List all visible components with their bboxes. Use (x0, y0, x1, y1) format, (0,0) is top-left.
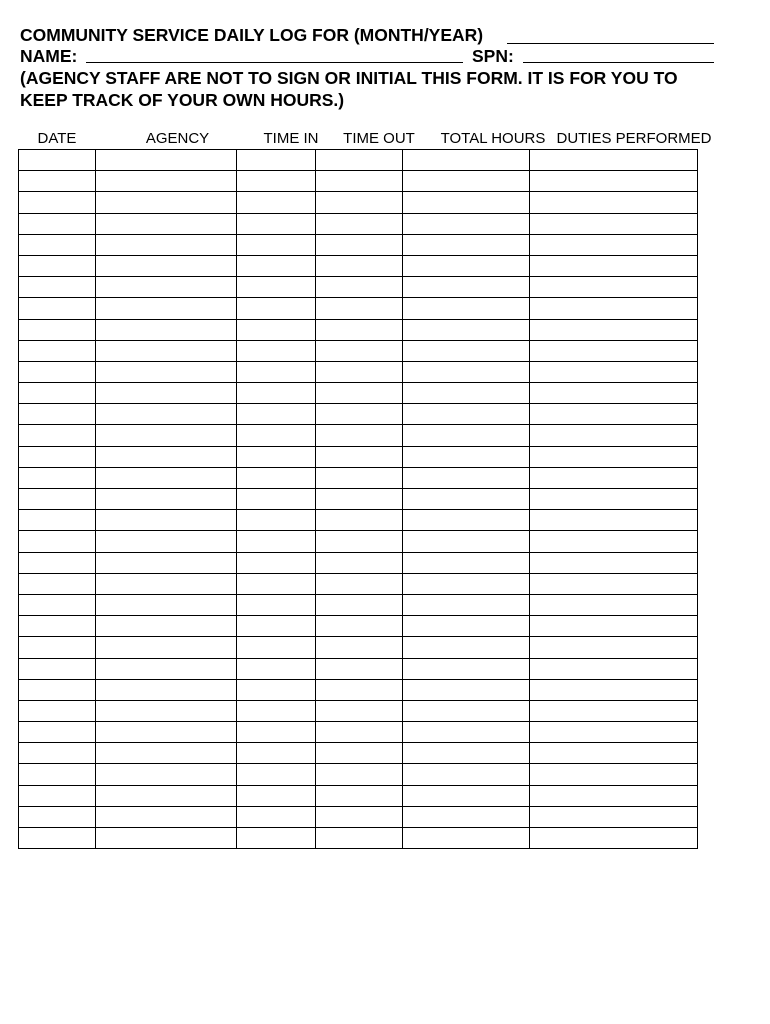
agency-cell[interactable] (96, 531, 237, 552)
table-row (19, 446, 698, 467)
date-cell[interactable] (19, 192, 96, 213)
total-hours-cell[interactable] (403, 679, 530, 700)
total-hours-cell[interactable] (403, 446, 530, 467)
total-hours-cell[interactable] (403, 764, 530, 785)
total-hours-cell[interactable] (403, 806, 530, 827)
agency-cell[interactable] (96, 573, 237, 594)
agency-cell[interactable] (96, 361, 237, 382)
time-in-cell[interactable] (237, 552, 316, 573)
table-row (19, 404, 698, 425)
total-hours-cell[interactable] (403, 573, 530, 594)
date-cell[interactable] (19, 255, 96, 276)
time-out-cell[interactable] (316, 255, 403, 276)
total-hours-cell[interactable] (403, 340, 530, 361)
duties-performed-cell[interactable] (530, 616, 698, 637)
total-hours-cell[interactable] (403, 700, 530, 721)
time-in-cell[interactable] (237, 298, 316, 319)
total-hours-cell[interactable] (403, 552, 530, 573)
table-row (19, 298, 698, 319)
time-in-cell[interactable] (237, 192, 316, 213)
time-out-cell[interactable] (316, 340, 403, 361)
time-in-cell[interactable] (237, 785, 316, 806)
duties-performed-cell[interactable] (530, 234, 698, 255)
time-out-cell[interactable] (316, 637, 403, 658)
agency-cell[interactable] (96, 764, 237, 785)
date-cell[interactable] (19, 510, 96, 531)
total-hours-cell[interactable] (403, 404, 530, 425)
table-row (19, 383, 698, 404)
total-hours-cell[interactable] (403, 743, 530, 764)
name-field[interactable] (86, 62, 463, 63)
duties-performed-cell[interactable] (530, 298, 698, 319)
agency-cell[interactable] (96, 637, 237, 658)
total-hours-cell[interactable] (403, 531, 530, 552)
date-cell[interactable] (19, 743, 96, 764)
time-in-cell[interactable] (237, 383, 316, 404)
date-cell[interactable] (19, 700, 96, 721)
agency-cell[interactable] (96, 255, 237, 276)
agency-cell[interactable] (96, 806, 237, 827)
table-row (19, 171, 698, 192)
column-header-total-hours: TOTAL HOURS (440, 130, 546, 147)
time-out-cell[interactable] (316, 552, 403, 573)
time-in-cell[interactable] (237, 531, 316, 552)
time-in-cell[interactable] (237, 722, 316, 743)
time-out-cell[interactable] (316, 383, 403, 404)
time-in-cell[interactable] (237, 743, 316, 764)
time-out-cell[interactable] (316, 743, 403, 764)
duties-performed-cell[interactable] (530, 531, 698, 552)
agency-cell[interactable] (96, 722, 237, 743)
time-out-cell[interactable] (316, 192, 403, 213)
duties-performed-cell[interactable] (530, 340, 698, 361)
table-row (19, 277, 698, 298)
date-cell[interactable] (19, 594, 96, 615)
duties-performed-cell[interactable] (530, 171, 698, 192)
table-row (19, 806, 698, 827)
duties-performed-cell[interactable] (530, 446, 698, 467)
duties-performed-cell[interactable] (530, 764, 698, 785)
table-row (19, 340, 698, 361)
agency-cell[interactable] (96, 446, 237, 467)
time-in-cell[interactable] (237, 467, 316, 488)
date-cell[interactable] (19, 383, 96, 404)
agency-cell[interactable] (96, 213, 237, 234)
table-row (19, 150, 698, 171)
column-header-agency: AGENCY (145, 130, 210, 147)
table-row (19, 679, 698, 700)
time-out-cell[interactable] (316, 171, 403, 192)
agency-cell[interactable] (96, 404, 237, 425)
total-hours-cell[interactable] (403, 785, 530, 806)
time-out-cell[interactable] (316, 531, 403, 552)
agency-cell[interactable] (96, 150, 237, 171)
table-row (19, 658, 698, 679)
agency-cell[interactable] (96, 192, 237, 213)
agency-cell[interactable] (96, 828, 237, 849)
table-row (19, 785, 698, 806)
time-out-cell[interactable] (316, 467, 403, 488)
table-row (19, 722, 698, 743)
duties-performed-cell[interactable] (530, 510, 698, 531)
time-out-cell[interactable] (316, 785, 403, 806)
notice-text-line1: (AGENCY STAFF ARE NOT TO SIGN OR INITIAL THIS FORM. IT IS FOR YOU TO (20, 68, 678, 88)
duties-performed-cell[interactable] (530, 192, 698, 213)
time-out-cell[interactable] (316, 573, 403, 594)
table-row (19, 255, 698, 276)
duties-performed-cell[interactable] (530, 637, 698, 658)
column-header-date: DATE (37, 130, 77, 147)
date-cell[interactable] (19, 319, 96, 340)
time-out-cell[interactable] (316, 658, 403, 679)
time-in-cell[interactable] (237, 594, 316, 615)
date-cell[interactable] (19, 171, 96, 192)
total-hours-cell[interactable] (403, 510, 530, 531)
time-out-cell[interactable] (316, 489, 403, 510)
time-in-cell[interactable] (237, 573, 316, 594)
agency-cell[interactable] (96, 171, 237, 192)
duties-performed-cell[interactable] (530, 213, 698, 234)
time-in-cell[interactable] (237, 658, 316, 679)
table-row (19, 573, 698, 594)
date-cell[interactable] (19, 573, 96, 594)
time-out-cell[interactable] (316, 616, 403, 637)
date-cell[interactable] (19, 722, 96, 743)
date-cell[interactable] (19, 277, 96, 298)
table-row (19, 743, 698, 764)
time-out-cell[interactable] (316, 319, 403, 340)
duties-performed-cell[interactable] (530, 255, 698, 276)
time-in-cell[interactable] (237, 361, 316, 382)
total-hours-cell[interactable] (403, 213, 530, 234)
time-out-cell[interactable] (316, 150, 403, 171)
total-hours-cell[interactable] (403, 489, 530, 510)
table-row (19, 764, 698, 785)
total-hours-cell[interactable] (403, 616, 530, 637)
date-cell[interactable] (19, 425, 96, 446)
table-row (19, 213, 698, 234)
duties-performed-cell[interactable] (530, 425, 698, 446)
date-cell[interactable] (19, 637, 96, 658)
form-title: COMMUNITY SERVICE DAILY LOG FOR (MONTH/YEAR) (20, 25, 484, 45)
agency-cell[interactable] (96, 510, 237, 531)
date-cell[interactable] (19, 234, 96, 255)
duties-performed-cell[interactable] (530, 679, 698, 700)
duties-performed-cell[interactable] (530, 658, 698, 679)
total-hours-cell[interactable] (403, 637, 530, 658)
time-in-cell[interactable] (237, 319, 316, 340)
duties-performed-cell[interactable] (530, 361, 698, 382)
total-hours-cell[interactable] (403, 594, 530, 615)
time-in-cell[interactable] (237, 700, 316, 721)
time-in-cell[interactable] (237, 425, 316, 446)
table-row (19, 552, 698, 573)
time-in-cell[interactable] (237, 806, 316, 827)
total-hours-cell[interactable] (403, 255, 530, 276)
time-in-cell[interactable] (237, 446, 316, 467)
table-row (19, 510, 698, 531)
time-out-cell[interactable] (316, 404, 403, 425)
time-out-cell[interactable] (316, 700, 403, 721)
agency-cell[interactable] (96, 552, 237, 573)
agency-cell[interactable] (96, 467, 237, 488)
time-out-cell[interactable] (316, 298, 403, 319)
date-cell[interactable] (19, 785, 96, 806)
table-row (19, 319, 698, 340)
agency-cell[interactable] (96, 340, 237, 361)
agency-cell[interactable] (96, 700, 237, 721)
date-cell[interactable] (19, 828, 96, 849)
table-row (19, 531, 698, 552)
total-hours-cell[interactable] (403, 319, 530, 340)
total-hours-cell[interactable] (403, 298, 530, 319)
total-hours-cell[interactable] (403, 150, 530, 171)
column-header-duties-performed: DUTIES PERFORMED (556, 130, 712, 147)
log-table (18, 149, 698, 849)
agency-cell[interactable] (96, 383, 237, 404)
date-cell[interactable] (19, 446, 96, 467)
time-in-cell[interactable] (237, 828, 316, 849)
duties-performed-cell[interactable] (530, 700, 698, 721)
time-out-cell[interactable] (316, 234, 403, 255)
table-row (19, 594, 698, 615)
agency-cell[interactable] (96, 594, 237, 615)
time-out-cell[interactable] (316, 806, 403, 827)
column-header-time-in: TIME IN (263, 130, 319, 147)
time-out-cell[interactable] (316, 828, 403, 849)
agency-cell[interactable] (96, 425, 237, 446)
time-out-cell[interactable] (316, 594, 403, 615)
table-row (19, 361, 698, 382)
table-row (19, 425, 698, 446)
total-hours-cell[interactable] (403, 658, 530, 679)
date-cell[interactable] (19, 616, 96, 637)
date-cell[interactable] (19, 764, 96, 785)
total-hours-cell[interactable] (403, 467, 530, 488)
agency-cell[interactable] (96, 616, 237, 637)
total-hours-cell[interactable] (403, 383, 530, 404)
time-out-cell[interactable] (316, 679, 403, 700)
agency-cell[interactable] (96, 658, 237, 679)
duties-performed-cell[interactable] (530, 552, 698, 573)
duties-performed-cell[interactable] (530, 319, 698, 340)
time-out-cell[interactable] (316, 213, 403, 234)
agency-cell[interactable] (96, 234, 237, 255)
table-row (19, 467, 698, 488)
time-in-cell[interactable] (237, 679, 316, 700)
time-out-cell[interactable] (316, 425, 403, 446)
duties-performed-cell[interactable] (530, 277, 698, 298)
time-in-cell[interactable] (237, 489, 316, 510)
date-cell[interactable] (19, 467, 96, 488)
agency-cell[interactable] (96, 277, 237, 298)
time-out-cell[interactable] (316, 446, 403, 467)
duties-performed-cell[interactable] (530, 785, 698, 806)
date-cell[interactable] (19, 150, 96, 171)
date-cell[interactable] (19, 679, 96, 700)
time-in-cell[interactable] (237, 150, 316, 171)
duties-performed-cell[interactable] (530, 743, 698, 764)
table-row (19, 616, 698, 637)
duties-performed-cell[interactable] (530, 828, 698, 849)
name-label: NAME: (20, 46, 78, 66)
duties-performed-cell[interactable] (530, 594, 698, 615)
time-out-cell[interactable] (316, 764, 403, 785)
time-out-cell[interactable] (316, 361, 403, 382)
table-row (19, 234, 698, 255)
agency-cell[interactable] (96, 679, 237, 700)
column-header-time-out: TIME OUT (343, 130, 415, 147)
time-in-cell[interactable] (237, 213, 316, 234)
time-in-cell[interactable] (237, 616, 316, 637)
agency-cell[interactable] (96, 785, 237, 806)
duties-performed-cell[interactable] (530, 573, 698, 594)
month-year-field[interactable] (507, 43, 714, 44)
time-in-cell[interactable] (237, 764, 316, 785)
duties-performed-cell[interactable] (530, 404, 698, 425)
date-cell[interactable] (19, 489, 96, 510)
date-cell[interactable] (19, 361, 96, 382)
date-cell[interactable] (19, 552, 96, 573)
spn-label: SPN: (472, 46, 514, 66)
duties-performed-cell[interactable] (530, 489, 698, 510)
time-in-cell[interactable] (237, 404, 316, 425)
date-cell[interactable] (19, 340, 96, 361)
date-cell[interactable] (19, 531, 96, 552)
time-in-cell[interactable] (237, 171, 316, 192)
time-in-cell[interactable] (237, 340, 316, 361)
table-row (19, 700, 698, 721)
duties-performed-cell[interactable] (530, 722, 698, 743)
agency-cell[interactable] (96, 319, 237, 340)
total-hours-cell[interactable] (403, 192, 530, 213)
total-hours-cell[interactable] (403, 425, 530, 446)
duties-performed-cell[interactable] (530, 467, 698, 488)
time-out-cell[interactable] (316, 722, 403, 743)
total-hours-cell[interactable] (403, 277, 530, 298)
agency-cell[interactable] (96, 298, 237, 319)
time-in-cell[interactable] (237, 234, 316, 255)
duties-performed-cell[interactable] (530, 806, 698, 827)
time-out-cell[interactable] (316, 510, 403, 531)
time-in-cell[interactable] (237, 255, 316, 276)
agency-cell[interactable] (96, 743, 237, 764)
duties-performed-cell[interactable] (530, 150, 698, 171)
date-cell[interactable] (19, 298, 96, 319)
total-hours-cell[interactable] (403, 234, 530, 255)
table-row (19, 192, 698, 213)
total-hours-cell[interactable] (403, 361, 530, 382)
table-row (19, 489, 698, 510)
notice-text-line2: KEEP TRACK OF YOUR OWN HOURS.) (20, 90, 345, 110)
log-table-body (19, 150, 698, 849)
table-row (19, 828, 698, 849)
spn-field[interactable] (523, 62, 714, 63)
date-cell[interactable] (19, 404, 96, 425)
duties-performed-cell[interactable] (530, 383, 698, 404)
total-hours-cell[interactable] (403, 722, 530, 743)
date-cell[interactable] (19, 213, 96, 234)
agency-cell[interactable] (96, 489, 237, 510)
time-out-cell[interactable] (316, 277, 403, 298)
table-row (19, 637, 698, 658)
date-cell[interactable] (19, 658, 96, 679)
time-in-cell[interactable] (237, 637, 316, 658)
time-in-cell[interactable] (237, 277, 316, 298)
date-cell[interactable] (19, 806, 96, 827)
total-hours-cell[interactable] (403, 171, 530, 192)
total-hours-cell[interactable] (403, 828, 530, 849)
time-in-cell[interactable] (237, 510, 316, 531)
